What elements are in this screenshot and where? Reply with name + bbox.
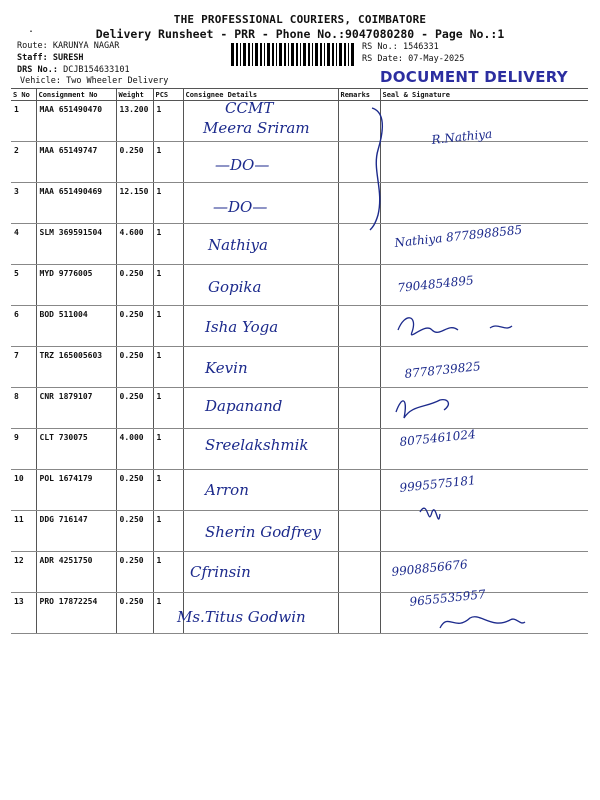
- table-row: [11, 552, 588, 593]
- cell-consignment-no: PRO 17872254: [36, 593, 116, 634]
- barcode-bar: [243, 43, 246, 66]
- cell-weight: 13.200: [116, 101, 153, 142]
- barcode-bar: [300, 43, 301, 66]
- staff-line: [17, 52, 84, 64]
- cell-remarks: [338, 224, 380, 265]
- rs-no-label: RS No.:: [362, 42, 398, 52]
- handwritten-signature: 8075461024: [398, 427, 477, 449]
- barcode-bar: [236, 43, 238, 66]
- col-signature: Seal & Signature: [380, 89, 588, 101]
- rs-info: [362, 41, 464, 65]
- cell-signature: [380, 470, 588, 511]
- cell-consignment-no: DDG 716147: [36, 511, 116, 552]
- cell-sno: 4: [11, 224, 36, 265]
- handwritten-consignee: Gopika: [208, 278, 262, 296]
- table-row: [11, 429, 588, 470]
- company-title: THE PROFESSIONAL COURIERS, COIMBATORE: [173, 13, 427, 26]
- cell-pcs: 1: [153, 265, 183, 306]
- drs-label: DRS No.:: [17, 65, 58, 75]
- handwritten-signature: 8778739825: [403, 359, 482, 381]
- cell-consignee: [183, 183, 338, 224]
- cell-pcs: 1: [153, 593, 183, 634]
- cell-signature: [380, 552, 588, 593]
- handwritten-consignee: Cfrinsin: [190, 563, 251, 581]
- handwritten-signature: 9908856676: [390, 557, 469, 579]
- cell-signature: [380, 593, 588, 634]
- barcode-bar: [308, 43, 310, 66]
- col-weight: Weight: [116, 89, 153, 101]
- route-value: KARUNYA NAGAR: [52, 41, 120, 51]
- route-label: Route:: [17, 41, 48, 51]
- rs-no-value: 1546331: [402, 42, 439, 52]
- cell-consignee: [183, 429, 338, 470]
- barcode-bar: [267, 43, 270, 66]
- cell-weight: 0.250: [116, 347, 153, 388]
- table-row: [11, 224, 588, 265]
- cell-consignee: [183, 511, 338, 552]
- barcode-bar: [320, 43, 322, 66]
- table-row: [11, 101, 588, 142]
- barcode-bar: [276, 43, 277, 66]
- cell-weight: 0.250: [116, 142, 153, 183]
- cell-pcs: 1: [153, 511, 183, 552]
- cell-remarks: [338, 429, 380, 470]
- cell-consignment-no: POL 1674179: [36, 470, 116, 511]
- barcode-bar: [312, 43, 313, 66]
- rs-date-value: 07-May-2025: [408, 54, 465, 64]
- cell-weight: 0.250: [116, 470, 153, 511]
- handwritten-consignee: Sreelakshmik: [205, 436, 309, 454]
- cell-consignee: [183, 265, 338, 306]
- cell-remarks: [338, 306, 380, 347]
- cell-pcs: 1: [153, 142, 183, 183]
- barcode-bar: [288, 43, 289, 66]
- handwritten-consignee: Kevin: [205, 359, 248, 377]
- barcode-bar: [255, 43, 258, 66]
- cell-pcs: 1: [153, 224, 183, 265]
- cell-sno: 12: [11, 552, 36, 593]
- cell-signature: [380, 142, 588, 183]
- col-consignment: Consignment No: [36, 89, 116, 101]
- cell-sno: 13: [11, 593, 36, 634]
- cell-weight: 12.150: [116, 183, 153, 224]
- cell-weight: 4.000: [116, 429, 153, 470]
- route-line: [17, 40, 119, 52]
- cell-consignee: [183, 347, 338, 388]
- cell-signature: [380, 429, 588, 470]
- handwritten-consignee: Ms.Titus Godwin: [177, 608, 306, 626]
- barcode-bar: [240, 43, 241, 66]
- cell-remarks: [338, 101, 380, 142]
- vehicle-value: Two Wheeler Delivery: [66, 76, 169, 86]
- cell-weight: 0.250: [116, 593, 153, 634]
- handwritten-signature: 9995575181: [398, 473, 477, 495]
- cell-sno: 7: [11, 347, 36, 388]
- handwritten-consignee: Sherin Godfrey: [205, 523, 321, 541]
- rs-date-label: RS Date:: [362, 54, 403, 64]
- barcode-bar: [279, 43, 282, 66]
- barcode-bar: [303, 43, 306, 66]
- barcode-bar: [284, 43, 286, 66]
- cell-weight: 4.600: [116, 224, 153, 265]
- staff-value: SURESH: [52, 53, 84, 63]
- cell-weight: 0.250: [116, 306, 153, 347]
- barcode-bar: [336, 43, 337, 66]
- barcode-bar: [252, 43, 253, 66]
- cell-signature: [380, 224, 588, 265]
- cell-remarks: [338, 511, 380, 552]
- cell-consignment-no: MAA 651490470: [36, 101, 116, 142]
- cell-consignee: [183, 552, 338, 593]
- cell-remarks: [338, 265, 380, 306]
- cell-weight: 0.250: [116, 511, 153, 552]
- table-row: [11, 388, 588, 429]
- col-sno: S No: [11, 89, 36, 101]
- cell-sno: 9: [11, 429, 36, 470]
- handwritten-consignee: Dapanand: [205, 397, 283, 415]
- table-row: [11, 306, 588, 347]
- cell-consignee: [183, 388, 338, 429]
- cell-remarks: [338, 552, 380, 593]
- cell-consignee: [183, 470, 338, 511]
- cell-signature: [380, 101, 588, 142]
- col-pcs: PCS: [153, 89, 183, 101]
- handwritten-consignee: —DO—: [215, 156, 270, 174]
- cell-pcs: 1: [153, 101, 183, 142]
- cell-remarks: [338, 470, 380, 511]
- handwritten-signature: 9655535957: [408, 587, 487, 609]
- table-row: [11, 593, 588, 634]
- cell-consignment-no: TRZ 165005603: [36, 347, 116, 388]
- cell-consignment-no: BOD 511004: [36, 306, 116, 347]
- barcode-bar: [327, 43, 330, 66]
- col-consignee: Consignee Details: [183, 89, 338, 101]
- cell-remarks: [338, 183, 380, 224]
- cell-consignee: [183, 101, 338, 142]
- barcode-bar: [231, 43, 234, 66]
- cell-pcs: 1: [153, 388, 183, 429]
- barcode-bar: [291, 43, 294, 66]
- handwritten-consignee: Isha Yoga: [205, 318, 279, 336]
- cell-pcs: 1: [153, 183, 183, 224]
- runsheet-title: Delivery Runsheet - PRR - Phone No.:9047080280 - Page No.:1: [95, 27, 505, 41]
- cell-consignment-no: SLM 369591504: [36, 224, 116, 265]
- cell-consignee: [183, 306, 338, 347]
- cell-consignment-no: ADR 4251750: [36, 552, 116, 593]
- barcode-bar: [272, 43, 274, 66]
- barcode-bar: [324, 43, 325, 66]
- barcode-bar: [332, 43, 334, 66]
- table-row: [11, 347, 588, 388]
- cell-remarks: [338, 388, 380, 429]
- delivery-table: [11, 88, 588, 634]
- cell-consignment-no: MAA 651490469: [36, 183, 116, 224]
- col-remarks: Remarks: [338, 89, 380, 101]
- barcode-bar: [264, 43, 265, 66]
- document-delivery-stamp: DOCUMENT DELIVERY: [380, 68, 568, 86]
- barcode-bar: [260, 43, 262, 66]
- handwritten-consignee: —DO—: [213, 198, 268, 216]
- barcode-bar: [248, 43, 250, 66]
- cell-signature: [380, 511, 588, 552]
- cell-consignee: [183, 593, 338, 634]
- cell-consignee: [183, 224, 338, 265]
- handwritten-signature: 7904854895: [396, 273, 475, 295]
- cell-signature: [380, 265, 588, 306]
- handwritten-consignee: Nathiya: [208, 236, 268, 254]
- barcode-bar: [296, 43, 298, 66]
- table-header-row: [11, 89, 588, 101]
- cell-remarks: [338, 142, 380, 183]
- cell-sno: 6: [11, 306, 36, 347]
- cell-pcs: 1: [153, 306, 183, 347]
- cell-weight: 0.250: [116, 552, 153, 593]
- table-row: [11, 470, 588, 511]
- cell-weight: 0.250: [116, 388, 153, 429]
- cell-sno: 10: [11, 470, 36, 511]
- cell-pcs: 1: [153, 429, 183, 470]
- cell-sno: 3: [11, 183, 36, 224]
- cell-pcs: 1: [153, 470, 183, 511]
- barcode-bar: [351, 43, 354, 66]
- handwritten-consignee: Meera Sriram: [203, 119, 310, 137]
- barcode-bar: [348, 43, 349, 66]
- cell-remarks: [338, 593, 380, 634]
- cell-pcs: 1: [153, 552, 183, 593]
- cell-consignment-no: CNR 1879107: [36, 388, 116, 429]
- cell-signature: [380, 183, 588, 224]
- vehicle-label: Vehicle:: [20, 76, 61, 86]
- drs-value: DCJB154633101: [63, 65, 130, 75]
- cell-consignee: [183, 142, 338, 183]
- cell-sno: 5: [11, 265, 36, 306]
- corner-mark: .: [28, 24, 35, 35]
- handwritten-signature: R.Nathiya: [430, 126, 493, 147]
- cell-signature: [380, 306, 588, 347]
- cell-signature: [380, 347, 588, 388]
- table-row: [11, 183, 588, 224]
- staff-label: Staff:: [17, 53, 48, 63]
- barcode: [231, 43, 357, 66]
- handwritten-consignee: Arron: [205, 481, 249, 499]
- cell-remarks: [338, 347, 380, 388]
- barcode-bar: [339, 43, 342, 66]
- barcode-bar: [315, 43, 318, 66]
- handwritten-consignee: CCMT: [225, 99, 274, 117]
- cell-consignment-no: MYD 9776005: [36, 265, 116, 306]
- cell-sno: 1: [11, 101, 36, 142]
- cell-consignment-no: MAA 65149747: [36, 142, 116, 183]
- table-row: [11, 142, 588, 183]
- cell-sno: 8: [11, 388, 36, 429]
- barcode-bar: [344, 43, 346, 66]
- cell-pcs: 1: [153, 347, 183, 388]
- cell-signature: [380, 388, 588, 429]
- cell-weight: 0.250: [116, 265, 153, 306]
- cell-sno: 11: [11, 511, 36, 552]
- table-row: [11, 265, 588, 306]
- cell-sno: 2: [11, 142, 36, 183]
- cell-consignment-no: CLT 730075: [36, 429, 116, 470]
- handwritten-signature: Nathiya 8778988585: [393, 222, 523, 250]
- table-row: [11, 511, 588, 552]
- vehicle-line: [20, 75, 168, 87]
